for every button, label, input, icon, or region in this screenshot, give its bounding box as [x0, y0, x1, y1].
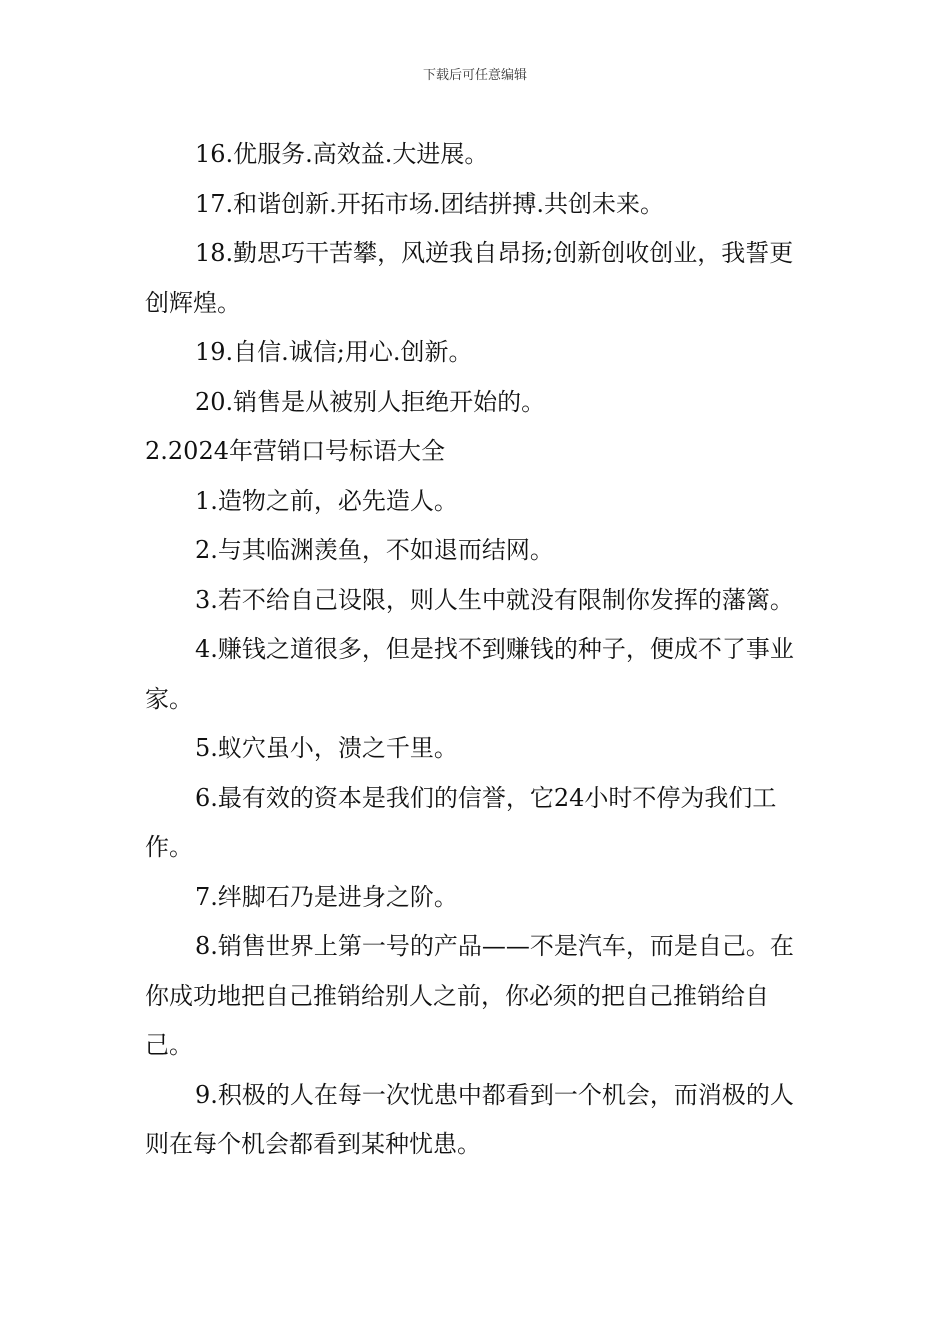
- document-body: [145, 130, 810, 1170]
- slogan-9: 9.积极的人在每一次忧患中都看到一个机会，而消极的人则在每个机会都看到某种忧患。: [145, 1080, 794, 1158]
- slogan-1: 1.造物之前，必先造人。: [195, 486, 458, 515]
- paragraph-16: 16.优服务.高效益.大进展。: [195, 140, 489, 168]
- slogan-7: 7.绊脚石乃是进身之阶。: [195, 882, 458, 911]
- slogan-6: 6.最有效的资本是我们的信誉，它24小时不停为我们工作。: [145, 783, 777, 861]
- page-header: 下载后可任意编辑: [422, 68, 527, 83]
- slogan-2: 2.与其临渊羡鱼，不如退而结网。: [195, 536, 554, 564]
- slogan-8: 8.销售世界上第一号的产品——不是汽车，而是自己。在你成功地把自己推销给别人之前，你必须的把自己推销给自己。: [145, 932, 794, 1059]
- paragraph-17: 17.和谐创新.开拓市场.团结拼搏.共创未来。: [195, 189, 665, 218]
- slogan-3: 3.若不给自己设限，则人生中就没有限制你发挥的藩篱。: [195, 585, 794, 614]
- paragraph-20: 20.销售是从被别人拒绝开始的。: [195, 387, 546, 416]
- slogan-5: 5.蚁穴虽小，溃之千里。: [195, 734, 458, 762]
- section-heading: 2.2024年营销口号标语大全: [145, 437, 445, 465]
- slogan-4: 4.赚钱之道很多，但是找不到赚钱的种子，便成不了事业家。: [145, 635, 794, 713]
- paragraph-18: 18.勤思巧干苦攀，风逆我自昂扬;创新创收创业，我誓更创辉煌。: [145, 239, 794, 317]
- paragraph-19: 19.自信.诚信;用心.创新。: [195, 338, 473, 366]
